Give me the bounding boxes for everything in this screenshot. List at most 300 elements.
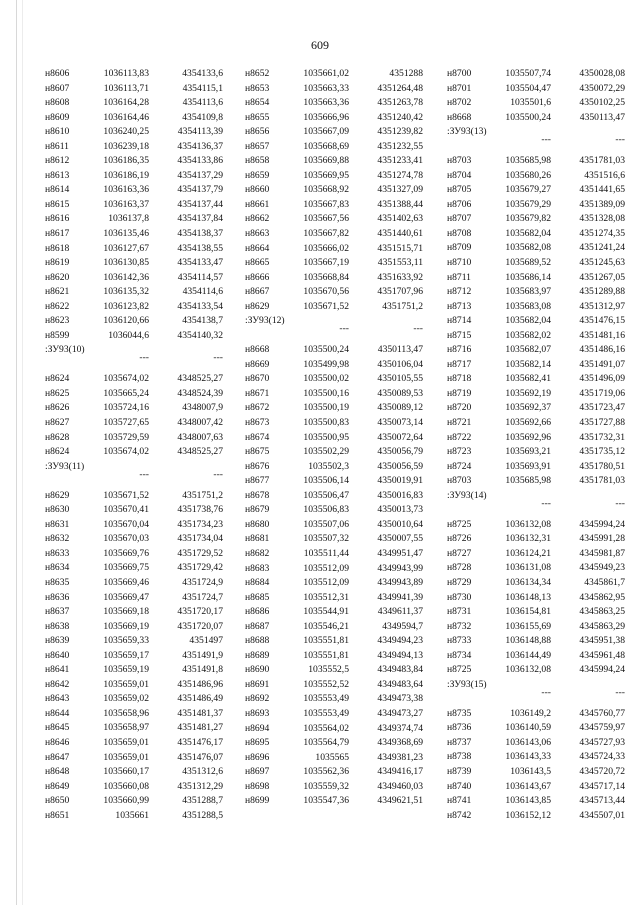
y-coordinate-cell: 4345759,97 [579,722,625,734]
coordinate-row [245,140,423,155]
x-coordinate-cell: 1036240,25 [103,126,149,138]
point-id-cell: :ЗУ93(15) [447,678,487,690]
y-coordinate-cell: 4349943,89 [377,577,423,589]
point-id-cell: н8696 [245,751,270,763]
point-id-cell: н8624 [45,373,70,385]
y-coordinate-cell: 4351751,2 [182,489,223,501]
y-coordinate-cell: 4351476,17 [177,736,223,748]
x-coordinate-cell: 1035506,47 [303,489,349,501]
y-coordinate-cell: 4351491,9 [182,649,223,661]
point-id-cell: н8671 [245,387,270,399]
coordinate-row [447,183,625,198]
x-coordinate-cell: 1035512,09 [303,577,349,589]
point-id-cell: н8705 [447,184,472,196]
x-coordinate-cell: 1035502,29 [303,446,349,458]
y-coordinate-cell: --- [615,686,625,698]
y-coordinate-cell: 4350007,55 [377,533,423,545]
y-coordinate-cell: 4351497 [189,635,223,647]
y-coordinate-cell: 4350089,53 [377,387,423,399]
y-coordinate-cell: 4345951,38 [579,635,625,647]
point-id-cell: н8724 [447,460,472,472]
point-id-cell: н8645 [45,722,70,734]
y-coordinate-cell: 4351245,63 [579,257,625,269]
y-coordinate-cell: 4345861,7 [584,576,625,588]
coordinate-row [447,314,625,329]
x-coordinate-cell: 1035564,79 [303,737,349,749]
point-id-cell: н8710 [447,257,472,269]
point-id-cell: н8666 [245,271,270,283]
point-id-cell: н8599 [45,329,70,341]
point-id-cell: н8723 [447,446,472,458]
coordinate-row [245,678,423,693]
point-id-cell: н8664 [245,242,270,254]
y-coordinate-cell: 4351723,47 [579,402,625,414]
y-coordinate-cell: 4345991,28 [579,533,625,545]
coordinate-row [45,605,223,620]
x-coordinate-cell: 1035506,83 [303,504,349,516]
point-id-cell: н8706 [447,198,472,210]
point-id-cell: н8655 [245,111,270,123]
coordinate-row [447,634,625,649]
y-coordinate-cell: 4348525,27 [177,446,223,458]
x-coordinate-cell: 1035659,01 [103,736,149,748]
coordinate-row [245,387,423,402]
coordinate-row [245,503,423,518]
y-coordinate-cell: 4345863,29 [579,620,625,632]
x-coordinate-cell: 1036131,08 [505,562,551,574]
point-id-cell: н8688 [245,635,270,647]
coordinate-row [447,227,625,242]
x-coordinate-cell: 1036143,33 [505,751,551,763]
y-coordinate-cell: 4351288,7 [182,795,223,807]
coordinate-row [45,518,223,533]
x-coordinate-cell: 1035682,07 [505,344,551,356]
coordinate-row [45,140,223,155]
coordinate-row [245,343,423,358]
coordinate-row [447,445,625,460]
x-coordinate-cell: 1036120,66 [103,315,149,327]
y-coordinate-cell: 4350105,55 [377,373,423,385]
page-edge-line [22,0,23,905]
y-coordinate-cell: 4351289,88 [579,286,625,298]
x-coordinate-cell: 1036143,85 [505,795,551,807]
y-coordinate-cell: 4351720,07 [177,620,223,632]
point-id-cell: :ЗУ93(14) [447,489,487,501]
y-coordinate-cell: 4354137,29 [177,169,223,181]
coordinate-row [45,256,223,271]
point-id-cell: н8631 [45,518,70,530]
y-coordinate-cell: 4350013,73 [377,504,423,516]
coordinate-row [447,474,625,489]
point-id-cell: н8619 [45,257,70,269]
y-coordinate-cell: 4351240,42 [377,111,423,123]
point-id-cell: н8713 [447,300,472,312]
y-coordinate-cell: 4351440,61 [377,228,423,240]
x-coordinate-cell: --- [139,468,149,480]
point-id-cell: н8640 [45,649,70,661]
x-coordinate-cell: 1035658,96 [103,707,149,719]
y-coordinate-cell: 4351781,03 [579,155,625,167]
coordinate-row [45,125,223,140]
coordinate-row [45,532,223,547]
coordinate-row [245,169,423,184]
point-id-cell: н8725 [447,664,472,676]
y-coordinate-cell: 4351232,55 [377,140,423,152]
x-coordinate-cell: 1035729,59 [103,431,149,443]
x-coordinate-cell: 1036143,67 [505,780,551,792]
point-id-cell: н8641 [45,664,70,676]
coordinate-row [45,547,223,562]
coordinate-row [245,562,423,577]
x-coordinate-cell: 1035504,47 [505,82,551,94]
point-id-cell: н8660 [245,184,270,196]
coordinate-row [245,358,423,373]
coordinate-row [45,387,223,402]
point-id-cell: н8652 [245,68,270,79]
y-coordinate-cell: 4354113,39 [177,126,223,138]
point-id-cell: н8669 [245,358,270,370]
x-coordinate-cell: 1035682,02 [505,329,551,341]
x-coordinate-cell: 1035668,92 [303,184,349,196]
coordinate-row [447,431,625,446]
point-id-cell: н8668 [447,111,472,123]
x-coordinate-cell: 1035686,14 [505,271,551,283]
point-id-cell: н8633 [45,547,70,559]
coordinate-row [245,620,423,635]
coordinate-row [447,518,625,533]
y-coordinate-cell: 4351327,09 [377,184,423,196]
coordinate-row [45,285,223,300]
section-header-row [245,314,423,343]
y-coordinate-cell: 4345949,23 [579,562,625,574]
point-id-cell: н8685 [245,591,270,603]
x-coordinate-cell: 1035506,14 [303,475,349,487]
x-coordinate-cell: 1035659,01 [103,678,149,690]
y-coordinate-cell: 4354133,6 [182,68,223,79]
point-id-cell: н8682 [245,547,270,559]
coordinate-row [245,794,423,809]
coordinate-row [447,532,625,547]
x-coordinate-cell: 1035674,02 [103,373,149,385]
y-coordinate-cell: 4351496,09 [579,373,625,385]
coordinate-row [245,271,423,286]
point-id-cell: н8678 [245,489,270,501]
page-number: 609 [311,38,329,52]
x-coordinate-cell: 1035682,14 [505,358,551,370]
point-id-cell: н8632 [45,533,70,545]
y-coordinate-cell: 4351491,07 [579,358,625,370]
x-coordinate-cell: 1035667,19 [303,257,349,269]
y-coordinate-cell: 4345994,24 [579,664,625,676]
x-coordinate-cell: 1035551,81 [303,635,349,647]
coordinate-row [447,721,625,736]
x-coordinate-cell: 1036164,28 [103,97,149,109]
coordinate-row [45,794,223,809]
point-id-cell: н8607 [45,82,70,94]
x-coordinate-cell: 1035499,98 [303,358,349,370]
x-coordinate-cell: 1035666,96 [303,111,349,123]
x-coordinate-cell: 1035553,49 [303,693,349,705]
point-id-cell: :ЗУ93(11) [45,460,85,472]
coordinate-row [245,518,423,533]
coordinate-row [245,751,423,766]
coordinate-row [447,736,625,751]
coordinate-row [45,242,223,257]
y-coordinate-cell: 4351780,51 [579,460,625,472]
x-coordinate-cell: 1035669,76 [103,547,149,559]
coordinate-row [245,576,423,591]
x-coordinate-cell: 1036135,32 [103,286,149,298]
y-coordinate-cell: 4351732,31 [579,431,625,443]
x-coordinate-cell: 1035670,04 [103,518,149,530]
y-coordinate-cell: 4354138,55 [177,242,223,254]
x-coordinate-cell: 1035501,6 [510,97,551,109]
y-coordinate-cell: 4349594,7 [382,620,423,632]
y-coordinate-cell: 4351481,37 [177,707,223,719]
y-coordinate-cell: 4351719,06 [579,387,625,399]
y-coordinate-cell: 4348007,42 [177,417,223,429]
coordinate-row [245,96,423,111]
y-coordinate-cell: 4349460,03 [377,780,423,792]
point-id-cell: н8610 [45,126,70,138]
y-coordinate-cell: 4350102,25 [579,97,625,109]
coordinate-row [45,227,223,242]
point-id-cell: н8621 [45,286,70,298]
y-coordinate-cell: 4354115,1 [182,82,223,94]
coordinate-row [45,634,223,649]
coordinate-row [245,547,423,562]
coordinate-row [245,489,423,504]
x-coordinate-cell: 1036154,81 [505,606,551,618]
x-coordinate-cell: 1036239,18 [103,140,149,152]
point-id-cell: н8693 [245,707,270,719]
y-coordinate-cell: 4351515,71 [377,242,423,254]
x-coordinate-cell: 1036124,21 [505,547,551,559]
x-coordinate-cell: 1035552,5 [308,664,349,676]
coordinate-row [45,300,223,315]
point-id-cell: н8620 [45,271,70,283]
y-coordinate-cell: 4350106,04 [377,358,423,370]
point-id-cell: н8644 [45,707,70,719]
point-id-cell: н8717 [447,358,472,370]
coordinate-row [245,663,423,678]
coordinates-column-3 [447,67,625,823]
x-coordinate-cell: 1035682,41 [505,373,551,385]
point-id-cell: н8739 [447,765,472,777]
point-id-cell: н8726 [447,533,472,545]
coordinate-row [447,765,625,780]
x-coordinate-cell: 1036137,8 [108,213,149,225]
x-coordinate-cell: 1036130,85 [103,257,149,269]
point-id-cell: н8731 [447,606,472,618]
point-id-cell: :ЗУ93(10) [45,344,85,356]
point-id-cell: н8684 [245,577,270,589]
coordinate-row [245,198,423,213]
point-id-cell: н8718 [447,373,472,385]
x-coordinate-cell: 1036127,67 [103,242,149,254]
coordinate-row [447,198,625,213]
y-coordinate-cell: 4348525,27 [177,373,223,385]
y-coordinate-cell: 4351476,07 [177,751,223,763]
x-coordinate-cell: 1035682,04 [505,315,551,327]
y-coordinate-cell: 4350089,12 [377,402,423,414]
y-coordinate-cell: 4351486,16 [579,344,625,356]
x-coordinate-cell: 1035500,24 [505,111,551,123]
coordinate-row [45,183,223,198]
coordinate-row [447,300,625,315]
x-coordinate-cell: 1035685,98 [505,475,551,487]
x-coordinate-cell: --- [541,686,551,698]
coordinate-row [45,751,223,766]
point-id-cell: н8689 [245,649,270,661]
point-id-cell: н8702 [447,97,472,109]
x-coordinate-cell: 1035727,65 [103,417,149,429]
x-coordinate-cell: 1035502,3 [308,460,349,472]
coordinate-row [245,460,423,475]
y-coordinate-cell: 4351633,92 [377,271,423,283]
x-coordinate-cell: 1035500,83 [303,417,349,429]
x-coordinate-cell: 1035658,97 [103,722,149,734]
point-id-cell: н8608 [45,97,70,109]
y-coordinate-cell: 4354140,32 [177,329,223,341]
y-coordinate-cell: 4351288 [389,68,423,79]
y-coordinate-cell: 4351729,52 [177,547,223,559]
x-coordinate-cell: 1035659,17 [103,649,149,661]
point-id-cell: н8725 [447,518,472,530]
coordinate-row [245,125,423,140]
point-id-cell: н8616 [45,213,70,225]
y-coordinate-cell: 4351735,12 [579,446,625,458]
coordinate-row [245,722,423,737]
point-id-cell: н8622 [45,300,70,312]
point-id-cell: н8694 [245,722,270,734]
y-coordinate-cell: 4350113,47 [579,111,625,123]
x-coordinate-cell: 1035512,31 [303,591,349,603]
x-coordinate-cell: 1035661 [115,809,149,821]
x-coordinate-cell: 1035668,69 [303,140,349,152]
x-coordinate-cell: 1035692,66 [505,417,551,429]
coordinate-row [245,154,423,169]
x-coordinate-cell: 1035507,32 [303,533,349,545]
point-id-cell: н8677 [245,475,270,487]
point-id-cell: н8624 [45,446,70,458]
y-coordinate-cell: 4351288,5 [182,809,223,821]
point-id-cell: н8697 [245,766,270,778]
x-coordinate-cell: 1035683,97 [505,286,551,298]
coordinates-column-1 [45,67,223,823]
x-coordinate-cell: 1035667,56 [303,213,349,225]
x-coordinate-cell: 1035669,47 [103,591,149,603]
y-coordinate-cell: 4351274,35 [579,227,625,239]
y-coordinate-cell: 4345507,01 [579,809,625,821]
x-coordinate-cell: 1035659,33 [103,635,149,647]
y-coordinate-cell: 4350056,79 [377,446,423,458]
y-coordinate-cell: 4351727,88 [579,417,625,429]
point-id-cell: н8686 [245,606,270,618]
y-coordinate-cell: 4349473,27 [377,707,423,719]
point-id-cell: н8647 [45,751,70,763]
coordinate-row [447,111,625,126]
point-id-cell: н8727 [447,547,472,559]
point-id-cell: н8606 [45,68,70,79]
point-id-cell: н8719 [447,387,472,399]
x-coordinate-cell: 1036142,36 [103,271,149,283]
coordinate-row [447,591,625,606]
point-id-cell: н8634 [45,562,70,574]
y-coordinate-cell: 4349494,23 [377,635,423,647]
point-id-cell: н8683 [245,562,270,574]
section-header-row [45,343,223,372]
y-coordinate-cell: 4350019,91 [377,475,423,487]
coordinate-row [245,707,423,722]
x-coordinate-cell: 1035669,75 [103,562,149,574]
point-id-cell: н8628 [45,431,70,443]
point-id-cell: н8650 [45,795,70,807]
y-coordinate-cell: 4349368,69 [377,737,423,749]
section-header-row [45,460,223,489]
y-coordinate-cell: 4348007,63 [177,431,223,443]
coordinate-row [447,82,625,97]
coordinate-row [447,576,625,591]
y-coordinate-cell: 4354133,54 [177,300,223,312]
y-coordinate-cell: 4354138,37 [177,228,223,240]
y-coordinate-cell: 4354138,7 [182,315,223,327]
point-id-cell: н8673 [245,417,270,429]
y-coordinate-cell: 4351233,41 [377,155,423,167]
y-coordinate-cell: 4345981,87 [579,547,625,559]
x-coordinate-cell: 1035669,19 [103,620,149,632]
coordinate-row [45,198,223,213]
y-coordinate-cell: 4351491,8 [182,664,223,676]
coordinate-row [45,154,223,169]
x-coordinate-cell: 1035670,41 [103,504,149,516]
point-id-cell: н8687 [245,620,270,632]
point-id-cell: н8630 [45,504,70,516]
y-coordinate-cell: 4354114,57 [177,271,223,283]
point-id-cell: н8661 [245,198,270,210]
y-coordinate-cell: 4351781,03 [579,475,625,487]
y-coordinate-cell: 4350016,83 [377,489,423,501]
y-coordinate-cell: 4351328,08 [579,213,625,225]
coordinate-row [447,663,625,678]
y-coordinate-cell: 4351724,9 [182,576,223,588]
coordinate-row [45,314,223,329]
coordinate-row [447,343,625,358]
y-coordinate-cell: 4351389,09 [579,198,625,210]
x-coordinate-cell: 1036132,08 [505,518,551,530]
x-coordinate-cell: 1035500,19 [303,402,349,414]
y-coordinate-cell: 4354133,47 [177,257,223,269]
point-id-cell: н8714 [447,315,472,327]
x-coordinate-cell: 1035671,52 [303,300,349,312]
x-coordinate-cell: 1036113,83 [103,68,149,79]
coordinate-row [45,780,223,795]
x-coordinate-cell: 1035552,52 [303,678,349,690]
coordinate-row [245,532,423,547]
coordinate-row [45,271,223,286]
x-coordinate-cell: 1035668,84 [303,271,349,283]
coordinate-row [245,242,423,257]
x-coordinate-cell: 1035553,49 [303,707,349,719]
point-id-cell: н8720 [447,402,472,414]
y-coordinate-cell: 4354113,6 [182,97,223,109]
y-coordinate-cell: 4351388,44 [377,198,423,210]
point-id-cell: н8708 [447,227,472,239]
y-coordinate-cell: 4351264,48 [377,82,423,94]
coordinate-row [245,649,423,664]
x-coordinate-cell: 1035679,29 [505,198,551,210]
x-coordinate-cell: 1035669,18 [103,606,149,618]
